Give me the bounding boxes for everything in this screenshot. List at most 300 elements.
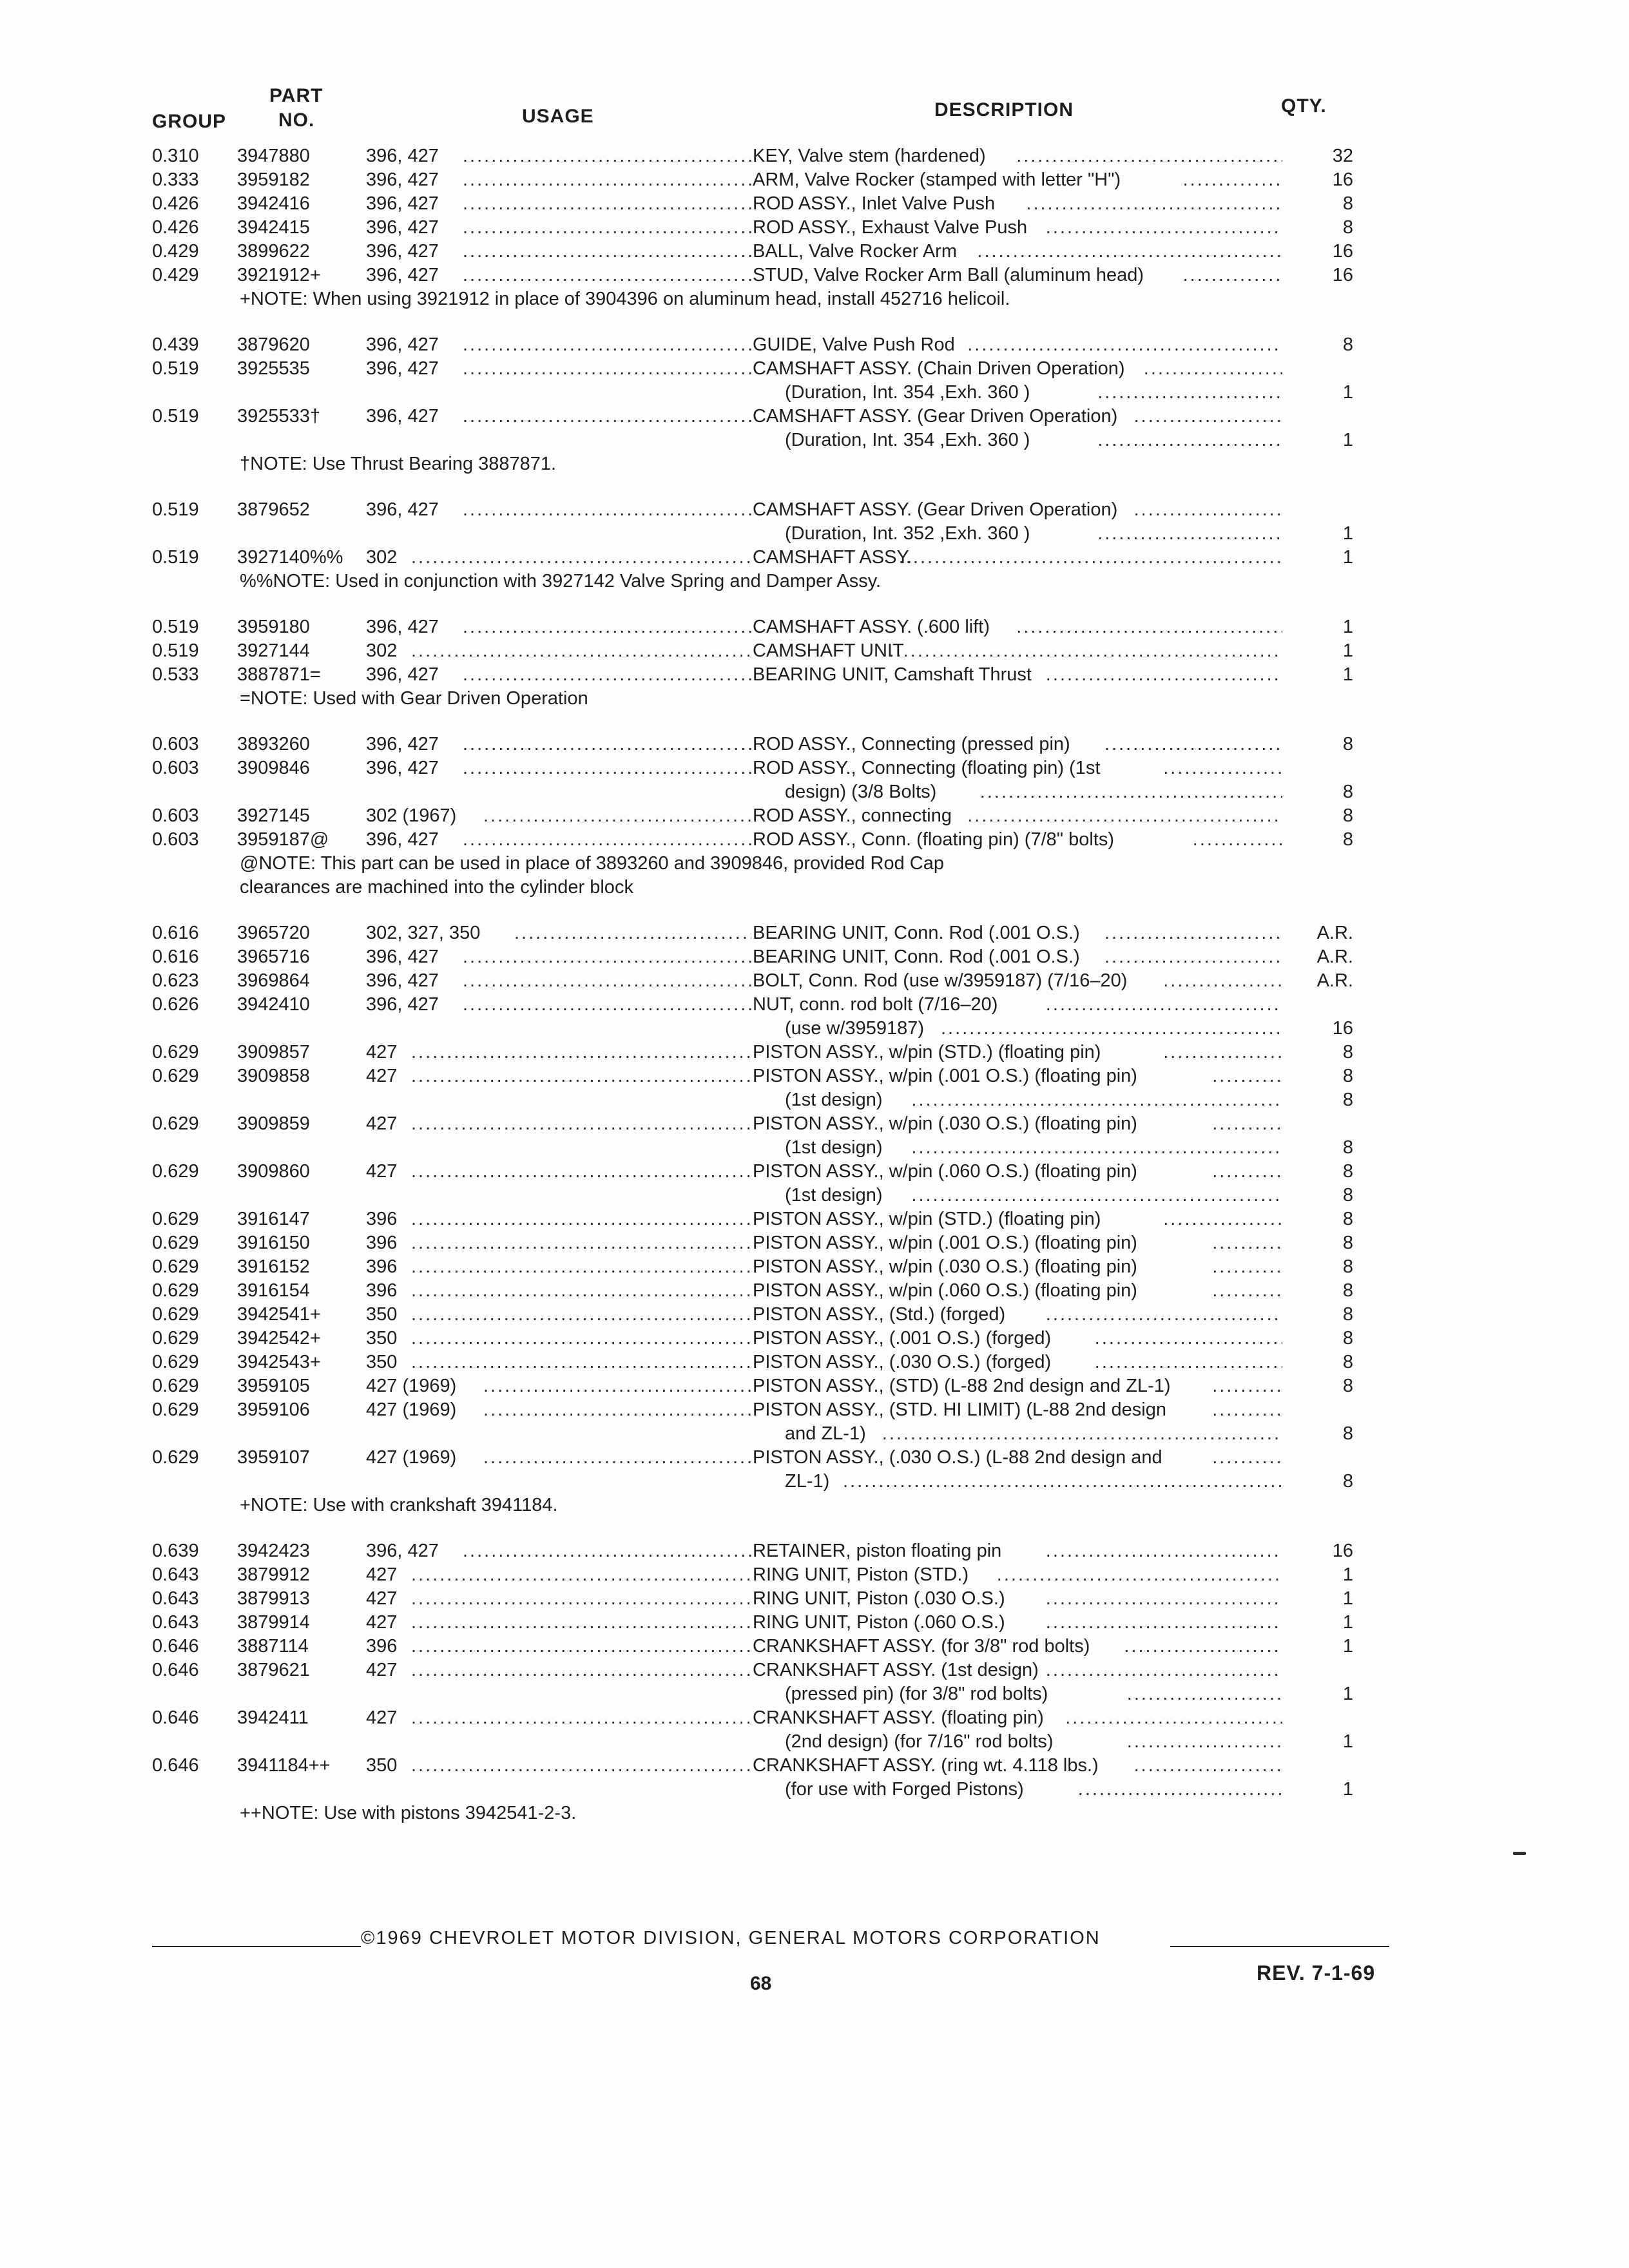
note-line [0, 570, 1629, 593]
usage-text: 396, 427 [366, 358, 439, 379]
group-number: 0.333 [152, 169, 199, 190]
description-text: CRANKSHAFT ASSY. (for 3/8" rod bolts) [753, 1636, 1090, 1657]
description-text: PISTON ASSY., w/pin (.030 O.S.) (floating pin) [753, 1256, 1137, 1277]
quantity: 8 [1342, 1185, 1353, 1206]
leader-dots [463, 216, 751, 240]
part-number: 3925535 [237, 358, 310, 379]
leader-dots [483, 804, 751, 828]
description-text: CRANKSHAFT ASSY. (ring wt. 4.118 lbs.) [753, 1755, 1099, 1776]
part-row [0, 1587, 1629, 1611]
quantity: 1 [1342, 1612, 1353, 1633]
section-gap [0, 311, 1629, 333]
leader-dots [1212, 1446, 1282, 1470]
quantity: 16 [1332, 1018, 1353, 1039]
note-text: %%NOTE: Used in conjunction with 3927142 Valve Spring and Damper Assy. [240, 571, 882, 591]
leader-dots [1104, 945, 1282, 969]
part-row-continuation [0, 1730, 1629, 1754]
leader-dots [911, 1088, 1282, 1112]
group-number: 0.629 [152, 1399, 199, 1420]
leader-dots [411, 1658, 751, 1682]
leader-dots [1127, 1682, 1282, 1706]
part-row [0, 828, 1629, 852]
part-row [0, 993, 1629, 1017]
leader-dots [463, 192, 751, 216]
part-row [0, 1160, 1629, 1184]
leader-dots [1212, 1112, 1282, 1136]
part-number: 3909859 [237, 1113, 310, 1134]
scan-speck [1513, 1852, 1526, 1855]
quantity: 8 [1342, 1304, 1353, 1325]
group-number: 0.629 [152, 1209, 199, 1229]
part-row [0, 405, 1629, 428]
leader-dots [463, 144, 751, 168]
usage-text: 396, 427 [366, 146, 439, 166]
leader-dots [997, 1563, 1282, 1587]
group-number: 0.626 [152, 994, 199, 1015]
group-number: 0.629 [152, 1376, 199, 1396]
quantity: 8 [1342, 734, 1353, 754]
leader-dots [463, 498, 751, 522]
part-number: 3942543+ [237, 1352, 321, 1372]
part-row-continuation [0, 428, 1629, 452]
note-text: clearances are machined into the cylinder block [240, 877, 633, 898]
description-text: PISTON ASSY., (.001 O.S.) (forged) [753, 1328, 1052, 1349]
leader-dots [411, 1231, 751, 1255]
footer-rule-left [152, 1946, 365, 1947]
leader-dots [967, 804, 1282, 828]
note-text: @NOTE: This part can be used in place of 3893260 and 3909846, provided Rod Cap [240, 853, 944, 874]
part-row [0, 168, 1629, 192]
usage-text: 396, 427 [366, 499, 439, 520]
part-number: 3959107 [237, 1447, 310, 1468]
usage-text: 396 [366, 1233, 398, 1253]
leader-dots [463, 733, 751, 756]
part-number: 3959182 [237, 169, 310, 190]
leader-dots [411, 639, 751, 663]
description-text: RING UNIT, Piston (STD.) [753, 1564, 969, 1585]
part-number: 3887871= [237, 664, 321, 685]
part-row [0, 1327, 1629, 1350]
note-line [0, 687, 1629, 711]
leader-dots [1163, 1207, 1282, 1231]
quantity: 8 [1342, 1352, 1353, 1372]
leader-dots [483, 1398, 751, 1422]
leader-dots [463, 264, 751, 287]
group-number: 0.603 [152, 734, 199, 754]
quantity: 8 [1342, 1233, 1353, 1253]
note-line [0, 1802, 1629, 1825]
leader-dots [483, 1374, 751, 1398]
description-text: PISTON ASSY., w/pin (.060 O.S.) (floating pin) [753, 1280, 1137, 1301]
part-number: 3959105 [237, 1376, 310, 1396]
usage-text: 396 [366, 1209, 398, 1229]
leader-dots [843, 1470, 1282, 1494]
group-number: 0.629 [152, 1280, 199, 1301]
part-row [0, 756, 1629, 780]
leader-dots [1046, 1539, 1282, 1563]
footer [152, 1928, 1389, 1954]
parts-list [0, 144, 1629, 1825]
description-text: CAMSHAFT UNIT [753, 640, 904, 661]
leader-dots [1144, 357, 1282, 381]
leader-dots [463, 333, 751, 357]
description-text: PISTON ASSY., w/pin (.030 O.S.) (floating pin) [753, 1113, 1137, 1134]
part-row [0, 144, 1629, 168]
leader-dots [1134, 405, 1282, 428]
leader-dots [483, 1446, 751, 1470]
leader-dots [1212, 1398, 1282, 1422]
part-number: 3879913 [237, 1588, 310, 1609]
description-continuation: (use w/3959187) [785, 1018, 925, 1039]
part-number: 3909860 [237, 1161, 310, 1182]
quantity: 8 [1342, 1471, 1353, 1492]
part-number: 3909857 [237, 1042, 310, 1062]
leader-dots [911, 1184, 1282, 1207]
leader-dots [411, 1207, 751, 1231]
part-row [0, 546, 1629, 570]
leader-dots [1212, 1231, 1282, 1255]
quantity: 8 [1342, 1042, 1353, 1062]
leader-dots [967, 333, 1282, 357]
leader-dots [411, 1279, 751, 1303]
leader-dots [1046, 1658, 1282, 1682]
part-number: 3879914 [237, 1612, 310, 1633]
leader-dots [411, 1350, 751, 1374]
quantity: 8 [1342, 829, 1353, 850]
group-number: 0.643 [152, 1588, 199, 1609]
note-line [0, 287, 1629, 311]
part-row [0, 240, 1629, 264]
description-continuation: and ZL-1) [785, 1423, 866, 1444]
leader-dots [1026, 192, 1282, 216]
leader-dots [463, 969, 751, 993]
group-number: 0.629 [152, 1328, 199, 1349]
description-text: BEARING UNIT, Conn. Rod (.001 O.S.) [753, 923, 1080, 943]
part-number: 3916154 [237, 1280, 310, 1301]
description-text: BEARING UNIT, Conn. Rod (.001 O.S.) [753, 947, 1080, 967]
part-row [0, 945, 1629, 969]
usage-text: 396, 427 [366, 406, 439, 427]
group-number: 0.616 [152, 947, 199, 967]
leader-dots [411, 1160, 751, 1184]
quantity: 8 [1342, 334, 1353, 355]
part-row [0, 498, 1629, 522]
description-text: PISTON ASSY., (STD. HI LIMIT) (L-88 2nd design [753, 1399, 1167, 1420]
part-row [0, 264, 1629, 287]
group-number: 0.426 [152, 217, 199, 238]
description-text: PISTON ASSY., (.030 O.S.) (forged) [753, 1352, 1052, 1372]
quantity: 1 [1342, 664, 1353, 685]
usage-text: 396, 427 [366, 1541, 439, 1561]
revision-date: REV. 7-1-69 [1257, 1961, 1376, 1984]
leader-dots [1183, 168, 1282, 192]
description-continuation: (1st design) [785, 1185, 883, 1206]
leader-dots [514, 921, 751, 945]
description-text: BEARING UNIT, Camshaft Thrust [753, 664, 1032, 685]
description-text: BOLT, Conn. Rod (use w/3959187) (7/16–20) [753, 970, 1128, 991]
leader-dots [1016, 615, 1282, 639]
part-number: 3927140%% [237, 547, 343, 568]
description-text: CAMSHAFT ASSY. [753, 547, 912, 568]
quantity: 1 [1342, 1731, 1353, 1752]
quantity: 1 [1342, 1636, 1353, 1657]
quantity: 16 [1332, 1541, 1353, 1561]
part-row-continuation [0, 1470, 1629, 1494]
description-text: CAMSHAFT ASSY. (Chain Driven Operation) [753, 358, 1125, 379]
part-row [0, 804, 1629, 828]
usage-text: 350 [366, 1352, 398, 1372]
leader-dots [463, 405, 751, 428]
quantity: 8 [1342, 1137, 1353, 1158]
section-gap [0, 1517, 1629, 1539]
group-number: 0.629 [152, 1113, 199, 1134]
part-row [0, 1635, 1629, 1658]
part-row [0, 1279, 1629, 1303]
usage-text: 302, 327, 350 [366, 923, 481, 943]
usage-text: 427 [366, 1042, 398, 1062]
section-gap [0, 711, 1629, 733]
group-number: 0.429 [152, 265, 199, 285]
usage-text: 427 (1969) [366, 1447, 457, 1468]
part-row-continuation [0, 1017, 1629, 1041]
group-number: 0.646 [152, 1660, 199, 1680]
description-text: NUT, conn. rod bolt (7/16–20) [753, 994, 998, 1015]
quantity: A.R. [1316, 970, 1353, 991]
part-row [0, 1350, 1629, 1374]
description-text: RING UNIT, Piston (.030 O.S.) [753, 1588, 1005, 1609]
description-text: PISTON ASSY., w/pin (.001 O.S.) (floating pin) [753, 1066, 1137, 1086]
leader-dots [1097, 522, 1282, 546]
group-number: 0.603 [152, 829, 199, 850]
part-number: 3947880 [237, 146, 310, 166]
group-number: 0.629 [152, 1304, 199, 1325]
description-continuation: (Duration, Int. 354 ,Exh. 360 ) [785, 430, 1030, 450]
description-text: ROD ASSY., connecting [753, 805, 952, 826]
leader-dots [889, 639, 1282, 663]
note-text: ++NOTE: Use with pistons 3942541-2-3. [240, 1803, 577, 1823]
part-row-continuation [0, 1422, 1629, 1446]
leader-dots [411, 1611, 751, 1635]
quantity: 8 [1342, 1423, 1353, 1444]
description-text: STUD, Valve Rocker Arm Ball (aluminum head) [753, 265, 1144, 285]
description-text: KEY, Valve stem (hardened) [753, 146, 986, 166]
group-number: 0.616 [152, 923, 199, 943]
part-number: 3942542+ [237, 1328, 321, 1349]
part-number: 3942416 [237, 193, 310, 214]
part-number: 3916152 [237, 1256, 310, 1277]
group-number: 0.623 [152, 970, 199, 991]
usage-text: 396, 427 [366, 734, 439, 754]
leader-dots [1046, 993, 1282, 1017]
description-continuation: (Duration, Int. 352 ,Exh. 360 ) [785, 523, 1030, 544]
part-row [0, 1539, 1629, 1563]
note-text: =NOTE: Used with Gear Driven Operation [240, 688, 588, 709]
leader-dots [1127, 1730, 1282, 1754]
leader-dots [1046, 1587, 1282, 1611]
group-number: 0.310 [152, 146, 199, 166]
part-row-continuation [0, 522, 1629, 546]
usage-text: 427 [366, 1161, 398, 1182]
part-number: 3959180 [237, 617, 310, 637]
leader-dots [1095, 1327, 1282, 1350]
part-number: 3965716 [237, 947, 310, 967]
note-line [0, 452, 1629, 476]
quantity: 1 [1342, 1564, 1353, 1585]
group-number: 0.603 [152, 805, 199, 826]
page-number: 68 [750, 1973, 772, 1994]
leader-dots [941, 1017, 1282, 1041]
part-row-continuation [0, 780, 1629, 804]
quantity: 1 [1342, 430, 1353, 450]
group-number: 0.533 [152, 664, 199, 685]
usage-text: 396, 427 [366, 664, 439, 685]
part-row [0, 216, 1629, 240]
note-text: †NOTE: Use Thrust Bearing 3887871. [240, 454, 557, 474]
quantity: 8 [1342, 1280, 1353, 1301]
group-number: 0.519 [152, 499, 199, 520]
group-number: 0.629 [152, 1256, 199, 1277]
section-gap [0, 593, 1629, 615]
group-number: 0.603 [152, 758, 199, 778]
usage-text: 396, 427 [366, 617, 439, 637]
column-header-part-bottom: NO. [278, 110, 315, 131]
usage-text: 350 [366, 1328, 398, 1349]
quantity: 8 [1342, 193, 1353, 214]
part-number: 3899622 [237, 241, 310, 262]
description-text: RETAINER, piston floating pin [753, 1541, 1002, 1561]
column-header-part-top: PART [269, 85, 323, 106]
part-row [0, 663, 1629, 687]
quantity: 8 [1342, 1209, 1353, 1229]
leader-dots [411, 1635, 751, 1658]
usage-text: 396 [366, 1280, 398, 1301]
description-text: ROD ASSY., Inlet Valve Push [753, 193, 996, 214]
quantity: 1 [1342, 640, 1353, 661]
description-text: CRANKSHAFT ASSY. (1st design) [753, 1660, 1039, 1680]
leader-dots [1163, 756, 1282, 780]
description-text: PISTON ASSY., (Std.) (forged) [753, 1304, 1006, 1325]
group-number: 0.646 [152, 1636, 199, 1657]
part-row [0, 1064, 1629, 1088]
leader-dots [1097, 381, 1282, 405]
quantity: 8 [1342, 1161, 1353, 1182]
quantity: 8 [1342, 217, 1353, 238]
group-number: 0.646 [152, 1707, 199, 1728]
part-row-continuation [0, 1136, 1629, 1160]
leader-dots [980, 780, 1282, 804]
part-number: 3879621 [237, 1660, 310, 1680]
usage-text: 396, 427 [366, 265, 439, 285]
description-text: CAMSHAFT ASSY. (Gear Driven Operation) [753, 406, 1118, 427]
note-text: +NOTE: Use with crankshaft 3941184. [240, 1495, 558, 1515]
description-continuation: (Duration, Int. 354 ,Exh. 360 ) [785, 382, 1030, 403]
quantity: 1 [1342, 523, 1353, 544]
quantity: 1 [1342, 617, 1353, 637]
note-text: +NOTE: When using 3921912 in place of 3904396 on aluminum head, install 452716 helicoil. [240, 289, 1010, 309]
part-number: 3925533† [237, 406, 321, 427]
leader-dots [1104, 733, 1282, 756]
part-number: 3879620 [237, 334, 310, 355]
usage-text: 302 (1967) [366, 805, 457, 826]
leader-dots [1097, 428, 1282, 452]
leader-dots [1212, 1255, 1282, 1279]
description-text: GUIDE, Valve Push Rod [753, 334, 955, 355]
usage-text: 427 [366, 1707, 398, 1728]
description-continuation: ZL-1) [785, 1471, 830, 1492]
part-number: 3942411 [237, 1707, 309, 1728]
part-number: 3909846 [237, 758, 310, 778]
description-text: PISTON ASSY., w/pin (STD.) (floating pin) [753, 1042, 1101, 1062]
group-number: 0.629 [152, 1233, 199, 1253]
note-line [0, 1494, 1629, 1517]
group-number: 0.639 [152, 1541, 199, 1561]
leader-dots [1193, 828, 1282, 852]
leader-dots [1065, 1706, 1282, 1730]
description-text: ARM, Valve Rocker (stamped with letter "H") [753, 169, 1121, 190]
quantity: 8 [1342, 1256, 1353, 1277]
column-header-description: DESCRIPTION [934, 99, 1074, 120]
note-line [0, 852, 1629, 876]
part-row-continuation [0, 1682, 1629, 1706]
part-number: 3927145 [237, 805, 310, 826]
footer-rule-right [1170, 1946, 1389, 1947]
leader-dots [899, 546, 1282, 570]
part-row [0, 1231, 1629, 1255]
usage-text: 427 (1969) [366, 1376, 457, 1396]
usage-text: 396, 427 [366, 334, 439, 355]
description-text: PISTON ASSY., (STD) (L-88 2nd design and ZL-1) [753, 1376, 1171, 1396]
description-continuation: design) (3/8 Bolts) [785, 782, 937, 802]
leader-dots [1134, 498, 1282, 522]
quantity: 1 [1342, 382, 1353, 403]
part-number: 3942541+ [237, 1304, 321, 1325]
leader-dots [1046, 663, 1282, 687]
part-row [0, 969, 1629, 993]
note-line [0, 876, 1629, 899]
leader-dots [411, 1064, 751, 1088]
usage-text: 396 [366, 1256, 398, 1277]
part-row [0, 357, 1629, 381]
part-row [0, 1303, 1629, 1327]
leader-dots [411, 546, 751, 570]
group-number: 0.519 [152, 358, 199, 379]
quantity: A.R. [1316, 923, 1353, 943]
leader-dots [1124, 1635, 1282, 1658]
leader-dots [1104, 921, 1282, 945]
leader-dots [1134, 1754, 1282, 1778]
description-text: ROD ASSY., Conn. (floating pin) (7/8" bolts) [753, 829, 1115, 850]
description-continuation: (1st design) [785, 1090, 883, 1110]
description-text: RING UNIT, Piston (.060 O.S.) [753, 1612, 1005, 1633]
column-header-group: GROUP [152, 111, 227, 132]
description-text: PISTON ASSY., (.030 O.S.) (L-88 2nd design and [753, 1447, 1162, 1468]
description-continuation: (for use with Forged Pistons) [785, 1779, 1024, 1800]
part-number: 3941184++ [237, 1755, 331, 1776]
description-text: CAMSHAFT ASSY. (.600 lift) [753, 617, 990, 637]
part-row [0, 1374, 1629, 1398]
quantity: 16 [1332, 169, 1353, 190]
section-gap [0, 476, 1629, 498]
part-row-continuation [0, 1778, 1629, 1802]
leader-dots [1163, 1041, 1282, 1064]
part-number: 3942415 [237, 217, 310, 238]
part-number: 3916147 [237, 1209, 310, 1229]
part-number: 3965720 [237, 923, 310, 943]
usage-text: 396 [366, 1636, 398, 1657]
part-row [0, 1041, 1629, 1064]
description-continuation: (pressed pin) (for 3/8" rod bolts) [785, 1684, 1048, 1704]
part-number: 3927144 [237, 640, 310, 661]
